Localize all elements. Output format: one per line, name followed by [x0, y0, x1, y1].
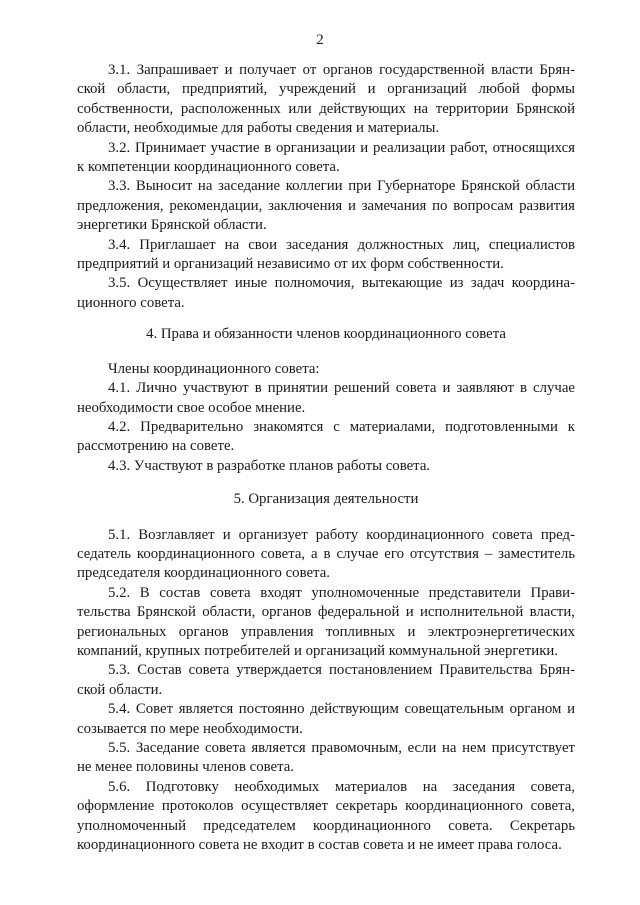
clause-4-3: 4.3. Участвуют в разработке планов работы совета. [108, 457, 431, 474]
clause-3-2: 3.2. Принимает участие в организации и реализации работ, относящихся к компетенции координационного совета. [77, 139, 575, 176]
clause-3-5: 3.5. Осуществляет иные полномочия, вытекающие из задач координационного совета. [77, 275, 575, 311]
clause-5-5: 5.5. Заседание совета является правомочным, если на нем присутствует не менее половины членов совета. [77, 740, 575, 776]
clause-3-3: 3.3. Выносит на заседание коллегии при Губернаторе Брянской области предложения, рекомендации, заключения и замечания по вопросам развития энергетики Брянской области. [77, 178, 575, 234]
page-number: 2 [316, 32, 324, 48]
clause-5-3: 5.3. Состав совета утверждается постановлением Правительства Брянской области. [77, 662, 575, 698]
clause-5-6: 5.6. Подготовку необходимых материалов на заседания совета, оформление протоколов осуществляет секретарь координационного совета, уполномоченный председателем координационного совета. Секретарь координационного совета не входит в состав совета и не имеет права голоса. [77, 778, 575, 854]
members-intro: Члены координационного совета: [108, 360, 320, 377]
section-4-heading: 4. Права и обязанности членов координационного совета [146, 326, 506, 343]
section-5-heading: 5. Организация деятельности [233, 491, 419, 508]
document-body [77, 61, 575, 855]
clause-5-1: 5.1. Возглавляет и организует работу координационного совета председатель координационного совета, а в случае его отсутствия – заместитель председателя координационного совета. [77, 526, 575, 582]
clause-3-4: 3.4. Приглашает на свои заседания должностных лиц, специалистов предприятий и организаций независимо от их форм собственности. [77, 236, 575, 273]
clause-5-4: 5.4. Совет является постоянно действующим совещательным органом и созывается по мере необходимости. [77, 701, 575, 737]
clause-4-2: 4.2. Предварительно знакомятся с материалами, подготовленными к рассмотрению на совете. [77, 418, 575, 455]
clause-3-1: 3.1. Запрашивает и получает от органов государственной власти Брянской области, предприятий, учреждений и организаций любой формы собственности, расположенных или действующих на территории Брянской области, необходимые для работы сведения и материалы. [77, 62, 575, 137]
clause-4-1: 4.1. Лично участвуют в принятии решений совета и заявляют в случае необходимости свое особое мнение. [77, 380, 575, 416]
clause-5-2: 5.2. В состав совета входят уполномоченные представители Правительства Брянской области, органов федеральной и исполнительной власти, региональных органов управления топливных и электроэнергетических компаний, крупных потребителей и организаций коммунальной энергетики. [77, 584, 575, 659]
